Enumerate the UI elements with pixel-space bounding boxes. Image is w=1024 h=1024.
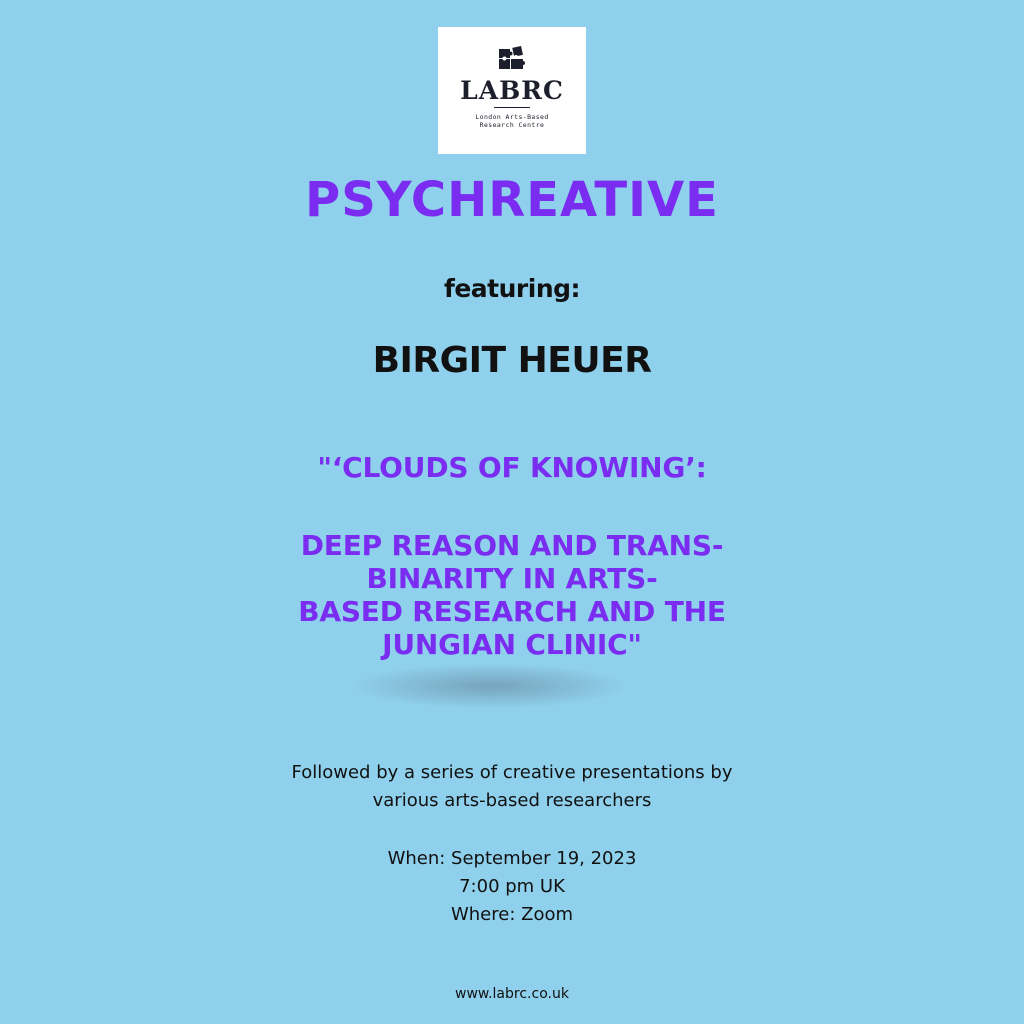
labrc-logo (438, 27, 586, 154)
event-details (0, 845, 1024, 929)
logo-name: LABRC (460, 76, 564, 105)
description-line-2: various arts-based researchers (372, 790, 652, 811)
talk-subtitle (0, 529, 1024, 661)
speaker-name: BIRGIT HEUER (372, 340, 652, 381)
puzzle-icon (499, 43, 527, 69)
talk-subtitle-line-2: BINARITY IN ARTS- (366, 562, 658, 595)
logo-subtitle-line-1: London Arts-Based (475, 113, 549, 121)
talk-subtitle-line-1: DEEP REASON AND TRANS- (300, 529, 724, 562)
event-title: PSYCHREATIVE (305, 172, 719, 228)
event-time: 7:00 pm UK (459, 876, 565, 897)
featuring-label: featuring: (443, 274, 581, 303)
logo-subtitle (462, 113, 562, 129)
description-line-1: Followed by a series of creative presentations by (291, 762, 733, 783)
event-description (0, 759, 1024, 815)
talk-subtitle-line-3: BASED RESEARCH AND THE (298, 595, 726, 628)
event-location: Where: Zoom (450, 904, 574, 925)
logo-divider (494, 107, 530, 108)
talk-title: "‘CLOUDS OF KNOWING’: (317, 451, 707, 484)
decorative-shadow (355, 664, 625, 708)
website-link[interactable]: www.labrc.co.uk (455, 986, 569, 1002)
logo-subtitle-line-2: Research Centre (479, 121, 545, 129)
event-date: When: September 19, 2023 (387, 848, 637, 869)
talk-subtitle-line-4: JUNGIAN CLINIC" (382, 628, 642, 661)
